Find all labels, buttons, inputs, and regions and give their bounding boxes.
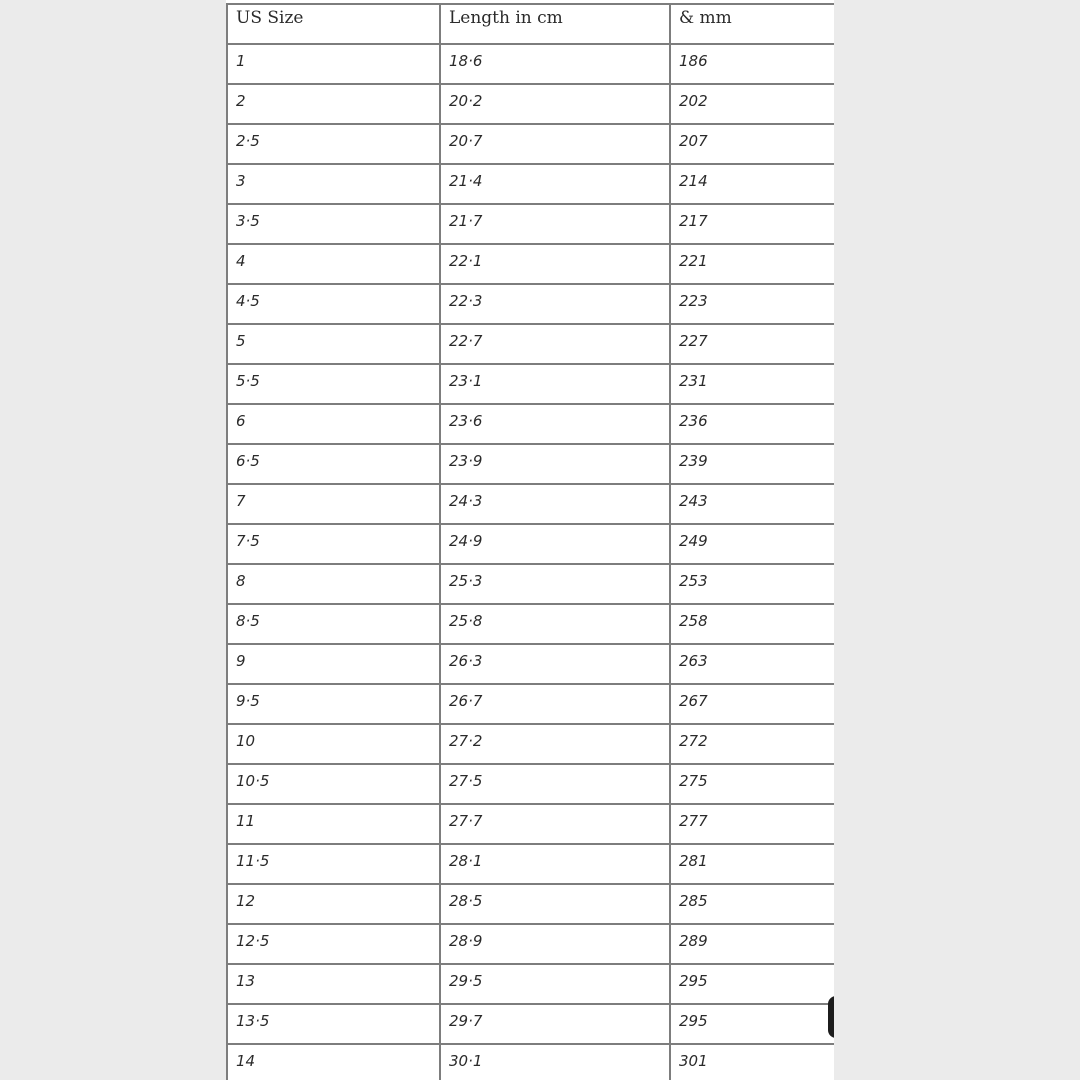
table-row — [227, 524, 834, 564]
cell-us-size: 3·5 — [227, 204, 440, 244]
cell-us-size: 3 — [227, 164, 440, 204]
cell-us-size: 11·5 — [227, 844, 440, 884]
cell-mm: 295 — [670, 1004, 834, 1044]
table-row — [227, 324, 834, 364]
cell-length-cm: 29·5 — [440, 964, 670, 1004]
table-row — [227, 204, 834, 244]
cell-length-cm: 23·6 — [440, 404, 670, 444]
cell-length-cm: 28·1 — [440, 844, 670, 884]
cell-length-cm: 21·4 — [440, 164, 670, 204]
cell-length-cm: 23·1 — [440, 364, 670, 404]
cell-length-cm: 28·9 — [440, 924, 670, 964]
cell-mm: 295 — [670, 964, 834, 1004]
table-row — [227, 124, 834, 164]
cell-mm: 301 — [670, 1044, 834, 1080]
cell-us-size: 4·5 — [227, 284, 440, 324]
cell-mm: 253 — [670, 564, 834, 604]
cell-mm: 239 — [670, 444, 834, 484]
cell-mm: 202 — [670, 84, 834, 124]
cell-us-size: 2·5 — [227, 124, 440, 164]
table-row — [227, 804, 834, 844]
table-row — [227, 444, 834, 484]
cell-mm: 277 — [670, 804, 834, 844]
cell-length-cm: 27·2 — [440, 724, 670, 764]
cell-mm: 281 — [670, 844, 834, 884]
cell-mm: 207 — [670, 124, 834, 164]
header-length-cm: Length in cm — [440, 4, 670, 44]
cell-us-size: 6 — [227, 404, 440, 444]
size-rows — [227, 44, 834, 1080]
cell-us-size: 10·5 — [227, 764, 440, 804]
cell-mm: 227 — [670, 324, 834, 364]
cell-length-cm: 29·7 — [440, 1004, 670, 1044]
cell-us-size: 7 — [227, 484, 440, 524]
table-row — [227, 1004, 834, 1044]
table-row — [227, 644, 834, 684]
header-us-size: US Size — [227, 4, 440, 44]
cell-mm: 223 — [670, 284, 834, 324]
cell-us-size: 10 — [227, 724, 440, 764]
cell-length-cm: 24·3 — [440, 484, 670, 524]
cell-length-cm: 30·1 — [440, 1044, 670, 1080]
cell-us-size: 12·5 — [227, 924, 440, 964]
table-row — [227, 884, 834, 924]
table-row — [227, 1044, 834, 1080]
edge-cover — [834, 990, 854, 1046]
cell-us-size: 1 — [227, 44, 440, 84]
cell-mm: 289 — [670, 924, 834, 964]
cell-mm: 258 — [670, 604, 834, 644]
cell-us-size: 5 — [227, 324, 440, 364]
cell-us-size: 6·5 — [227, 444, 440, 484]
cell-length-cm: 26·7 — [440, 684, 670, 724]
table-row — [227, 924, 834, 964]
cell-length-cm: 24·9 — [440, 524, 670, 564]
cell-us-size: 13·5 — [227, 1004, 440, 1044]
table-row — [227, 484, 834, 524]
cell-mm: 236 — [670, 404, 834, 444]
cell-length-cm: 22·3 — [440, 284, 670, 324]
table-row — [227, 564, 834, 604]
table-row — [227, 604, 834, 644]
table-row — [227, 844, 834, 884]
cell-length-cm: 25·8 — [440, 604, 670, 644]
cell-us-size: 13 — [227, 964, 440, 1004]
cell-mm: 272 — [670, 724, 834, 764]
cell-us-size: 12 — [227, 884, 440, 924]
cell-length-cm: 27·7 — [440, 804, 670, 844]
table-row — [227, 684, 834, 724]
cell-length-cm: 22·7 — [440, 324, 670, 364]
cell-us-size: 5·5 — [227, 364, 440, 404]
table-row — [227, 724, 834, 764]
table-row — [227, 364, 834, 404]
header-mm: & mm — [670, 4, 834, 44]
header-row — [227, 4, 834, 44]
cell-us-size: 2 — [227, 84, 440, 124]
cell-length-cm: 22·1 — [440, 244, 670, 284]
cell-us-size: 8·5 — [227, 604, 440, 644]
cell-us-size: 4 — [227, 244, 440, 284]
cell-mm: 231 — [670, 364, 834, 404]
table-row — [227, 764, 834, 804]
cell-us-size: 7·5 — [227, 524, 440, 564]
cell-length-cm: 21·7 — [440, 204, 670, 244]
cell-mm: 243 — [670, 484, 834, 524]
table-row — [227, 964, 834, 1004]
cell-length-cm: 20·2 — [440, 84, 670, 124]
cell-mm: 263 — [670, 644, 834, 684]
cell-mm: 214 — [670, 164, 834, 204]
cell-mm: 275 — [670, 764, 834, 804]
cell-mm: 285 — [670, 884, 834, 924]
cell-us-size: 11 — [227, 804, 440, 844]
table-row — [227, 84, 834, 124]
table-row — [227, 44, 834, 84]
cell-length-cm: 26·3 — [440, 644, 670, 684]
cell-length-cm: 18·6 — [440, 44, 670, 84]
size-chart-table — [226, 3, 834, 1080]
cell-length-cm: 28·5 — [440, 884, 670, 924]
cell-length-cm: 25·3 — [440, 564, 670, 604]
table-row — [227, 164, 834, 204]
cell-us-size: 9 — [227, 644, 440, 684]
cell-length-cm: 23·9 — [440, 444, 670, 484]
table-row — [227, 284, 834, 324]
cell-us-size: 14 — [227, 1044, 440, 1080]
cell-us-size: 8 — [227, 564, 440, 604]
cell-us-size: 9·5 — [227, 684, 440, 724]
cell-mm: 221 — [670, 244, 834, 284]
cell-mm: 267 — [670, 684, 834, 724]
cell-mm: 186 — [670, 44, 834, 84]
cell-mm: 249 — [670, 524, 834, 564]
size-chart-sheet — [226, 0, 834, 1080]
table-row — [227, 244, 834, 284]
cell-mm: 217 — [670, 204, 834, 244]
cell-length-cm: 27·5 — [440, 764, 670, 804]
table-row — [227, 404, 834, 444]
cell-length-cm: 20·7 — [440, 124, 670, 164]
